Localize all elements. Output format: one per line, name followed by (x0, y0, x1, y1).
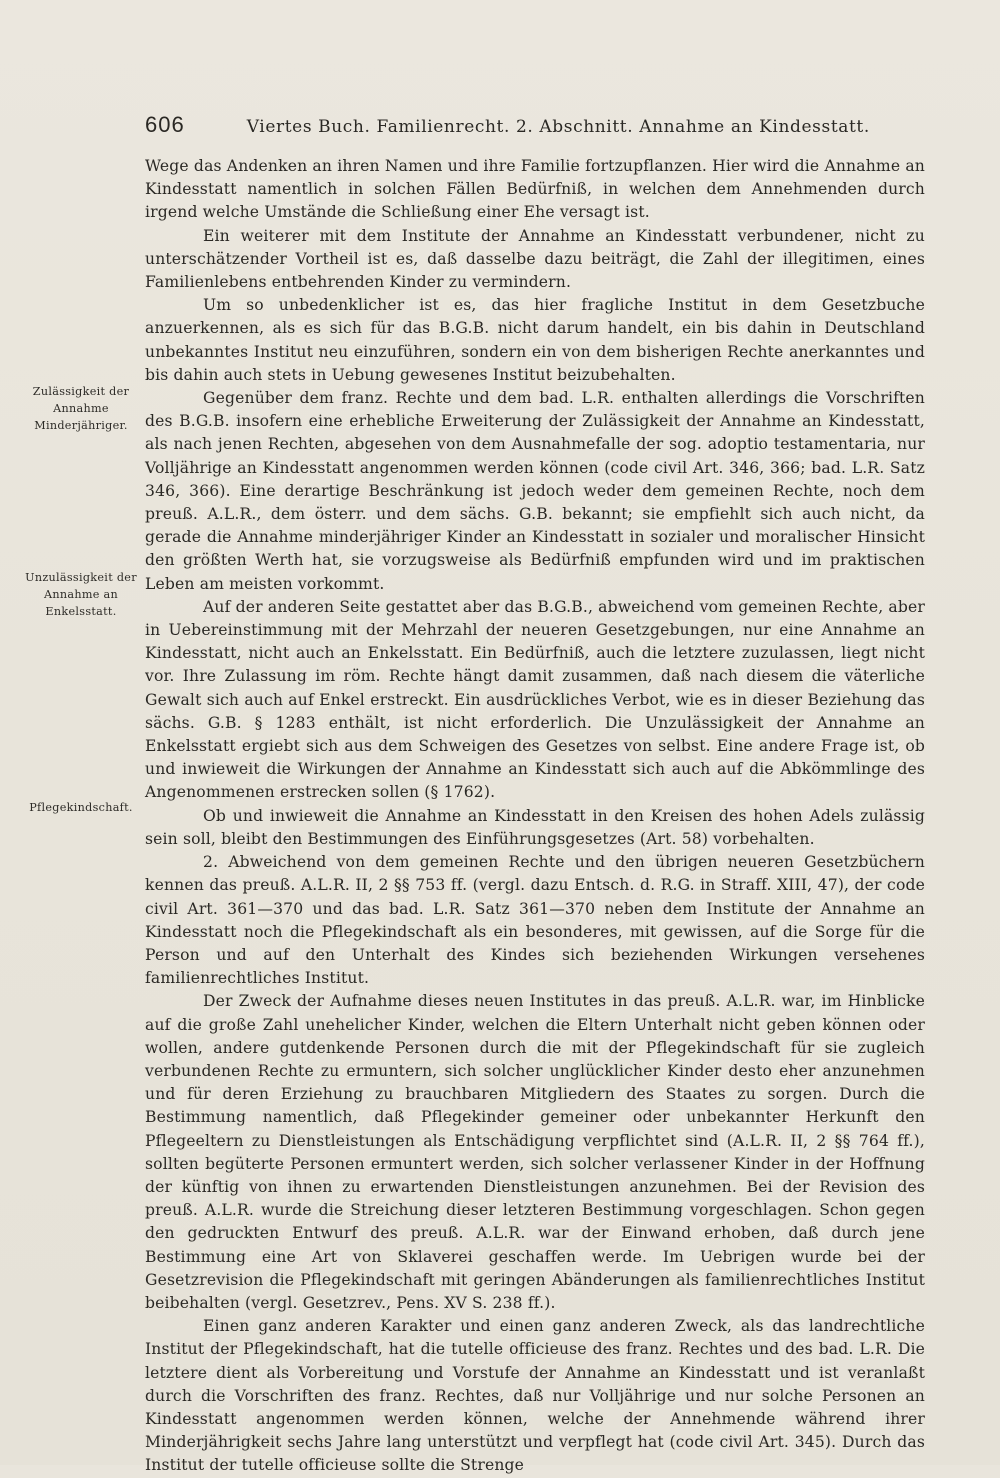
main-text (145, 155, 925, 1478)
margin-note-minors: Zulässigkeit der Annahme Minderjähriger. (32, 385, 130, 432)
paragraph: Um so unbedenklicher ist es, das hier fragliche Institut in dem Gesetzbuche anzuerkennen, als es sich für das B.G.B. nicht darum handelt, ein bis dahin in Deutschland unbekanntes Institut neu einzuführen, sondern ein von dem bisherigen Rechte anerkanntes und bis dahin auch stets in Uebung gewesenes Institut beizubehalten. (145, 296, 925, 384)
paragraph: Gegenüber dem franz. Rechte und dem bad. L.R. enthalten allerdings die Vorschriften des B.G.B. insofern eine erhebliche Erweiterung der Zulässigkeit der Annahme an Kindesstatt, als nach jenen Rechten, abgesehen von dem Ausnahmefalle der sog. adoptio testamentaria, nur Volljährige an Kindesstatt angenommen werden können (code civil Art. 346, 366; bad. L.R. Satz 346, 366). Eine derartige Beschränkung ist jedoch weder dem gemeinen Rechte, noch dem preuß. A.L.R., dem österr. und dem sächs. G.B. bekannt; sie empfiehlt sich auch nicht, da gerade die Annahme minderjähriger Kinder an Kindesstatt in sozialer und moralischer Hinsicht den größten Werth hat, sie vorzugsweise als Bedürfniß empfunden wird und im praktischen Leben am meisten vorkommt. (145, 389, 925, 593)
paragraph: Der Zweck der Aufnahme dieses neuen Institutes in das preuß. A.L.R. war, im Hinblicke auf die große Zahl unehelicher Kinder, welchen die Eltern Unterhalt nicht geben können oder wollen, andere gutdenkende Personen durch die mit der Pflegekindschaft für sie zugleich verbundenen Rechte zu ermuntern, sich solcher unglücklicher Kinder desto eher anzunehmen und für deren Erziehung zu brauchbaren Mitgliedern des Staates zu sorgen. Durch die Bestimmung namentlich, daß Pflegekinder gemeiner oder unbekannter Herkunft den Pflegeeltern zu Dienstleistungen als Entschädigung verpflichtet sind (A.L.R. II, 2 §§ 764 ff.), sollten begüterte Personen ermuntert werden, sich solcher verlassener Kinder in der Hoffnung der künftig von ihnen zu erwartenden Dienstleistungen anzunehmen. Bei der Revision des preuß. A.L.R. wurde die Streichung dieser letzteren Bestimmung vorgeschlagen. Schon gegen den gedruckten Entwurf des preuß. A.L.R. war der Einwand erhoben, daß durch jene Bestimmung eine Art von Sklaverei geschaffen werde. Im Uebrigen wurde bei der Gesetzrevision die Pflegekindschaft mit geringen Abänderungen als familienrechtliches Institut beibehalten (vergl. Gesetzrev., Pens. XV S. 238 ff.). (145, 992, 925, 1312)
page-header (145, 112, 925, 144)
margin-note-foster: Pflegekindschaft. (29, 801, 133, 814)
paragraph: 2. Abweichend von dem gemeinen Rechte und den übrigen neueren Gesetzbüchern kennen das preuß. A.L.R. II, 2 §§ 753 ff. (vergl. dazu Entsch. d. R.G. in Straff. XIII, 47), der code civil Art. 361—370 und das bad. L.R. Satz 361—370 neben dem Institute der Annahme an Kindesstatt noch die Pflegekindschaft als ein besonderes, mit gewissen, auf die Sorge für die Person und auf den Unterhalt des Kindes sich beziehenden Wirkungen versehenes familienrechtliches Institut. (145, 853, 925, 988)
page-number: 606 (145, 112, 185, 137)
paragraph: Wege das Andenken an ihren Namen und ihre Familie fortzupflanzen. Hier wird die Annahme an Kindesstatt namentlich in solchen Fällen Bedürfniß, in welchen dem Annehmenden durch irgend welche Umstände die Schließung einer Ehe versagt ist. (145, 157, 925, 222)
paragraph: Ein weiterer mit dem Institute der Annahme an Kindesstatt verbundener, nicht zu unterschätzender Vortheil ist es, daß dasselbe dazu beiträgt, die Zahl der illegitimen, eines Familienlebens entbehrenden Kinder zu vermindern. (145, 226, 925, 292)
running-title: Viertes Buch. Familienrecht. 2. Abschnitt. Annahme an Kindesstatt. (246, 117, 870, 137)
paragraph: Einen ganz anderen Karakter und einen ganz anderen Zweck, als das landrechtliche Institut der Pflegekindschaft, hat die tutelle officieuse des franz. Rechtes und des bad. L.R. Die letztere dient als Vorbereitung und Vorstufe der Annahme an Kindesstatt und ist veranlaßt durch die Vorschriften des franz. Rechtes, daß nur Volljährige und nur solche Personen an Kindesstatt angenommen werden können, welche der Annehmende während ihrer Minderjährigkeit sechs Jahre lang unterstützt und verpflegt hat (code civil Art. 345). Durch das Institut der tutelle officieuse sollte die Strenge (145, 1317, 925, 1475)
paragraph: Ob und inwieweit die Annahme an Kindesstatt in den Kreisen des hohen Adels zulässig sein soll, bleibt den Bestimmungen des Einführungsgesetzes (Art. 58) vorbehalten. (145, 806, 925, 848)
margin-note-grandchild: Unzulässigkeit der Annahme an Enkelsstatt. (25, 571, 137, 618)
paragraph: Auf der anderen Seite gestattet aber das B.G.B., abweichend vom gemeinen Rechte, aber in Uebereinstimmung mit der Mehrzahl der neueren Gesetzgebungen, nur eine Annahme an Kindesstatt, nicht auch an Enkelsstatt. Ein Bedürfniß, auch die letztere zuzulassen, liegt nicht vor. Ihre Zulassung im röm. Rechte hängt damit zusammen, daß nach diesem die väterliche Gewalt sich auch auf Enkel erstreckt. Ein ausdrückliches Verbot, wie es in dieser Beziehung das sächs. G.B. § 1283 enthält, ist nicht erforderlich. Die Unzulässigkeit der Annahme an Enkelsstatt ergiebt sich aus dem Schweigen des Gesetzes von selbst. Eine andere Frage ist, ob und inwieweit die Wirkungen der Annahme an Kindesstatt sich auch auf die Abkömmlinge des Angenommenen erstrecken sollen (§ 1762). (145, 597, 925, 802)
